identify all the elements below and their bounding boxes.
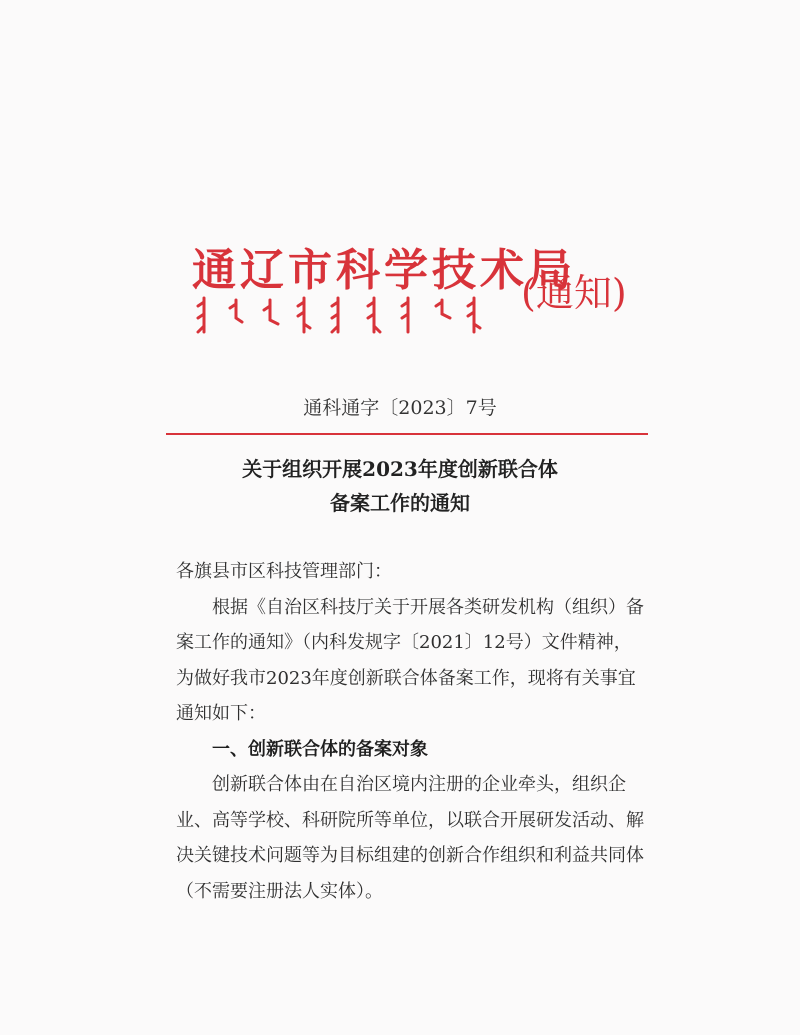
document-type-tag: (通知) [521,271,627,315]
document-number: 通科通字〔2023〕7号 [303,397,497,419]
body-paragraph-2: 创新联合体由在自治区境内注册的企业牵头，组织企业、高等学校、科研院所等单位，以联合开展研发活动、解决关键技术问题等为目标组建的创新合作组织和利益共同体（不需要注册法人实体）。 [176,774,644,902]
salutation: 各旗县市区科技管理部门： [176,561,392,582]
document-title-line-2: 备案工作的通知 [330,491,470,515]
body-paragraph-1: 根据《自治区科技厅关于开展各类研发机构（组织）备案工作的通知》（内科发规字〔2021〕12号）文件精神，为做好我市2023年度创新联合体备案工作，现将有关事宜通知如下： [176,596,644,724]
document-body [176,554,646,909]
document-title [0,452,800,520]
section-heading-1: 一、创新联合体的备案对象 [212,738,428,760]
red-divider-line [166,433,648,435]
issuing-organization-name: 通辽市科学技术局 [192,245,576,296]
mongolian-script-logo [192,292,492,338]
document-title-line-1: 关于组织开展2023年度创新联合体 [242,457,558,481]
